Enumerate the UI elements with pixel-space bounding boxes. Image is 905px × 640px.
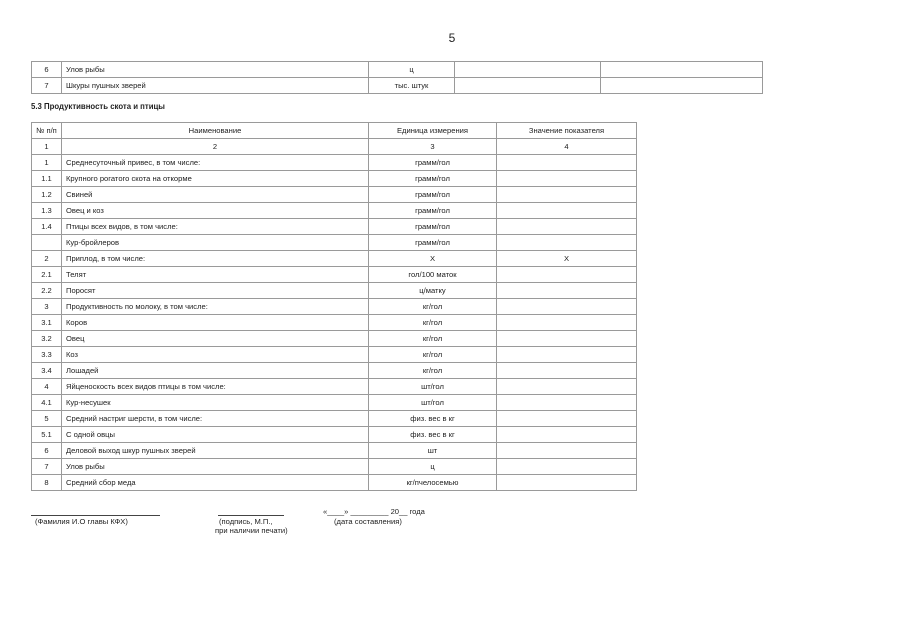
row-value — [497, 395, 637, 411]
row-unit: грамм/гол — [369, 155, 497, 171]
row-value — [497, 347, 637, 363]
row-name: Кур-несушек — [62, 395, 369, 411]
row-value: Х — [497, 251, 637, 267]
table-header-row — [32, 123, 637, 139]
row-name: Лошадей — [62, 363, 369, 379]
table-row — [32, 171, 637, 187]
top-table — [31, 61, 763, 94]
index-cell: 4 — [497, 139, 637, 155]
table-row — [32, 443, 637, 459]
date-line: «____» _________ 20__ года — [323, 507, 425, 516]
row-name: Приплод, в том числе: — [62, 251, 369, 267]
row-number: 1.3 — [32, 203, 62, 219]
section-title: 5.3 Продуктивность скота и птицы — [31, 102, 165, 111]
row-value — [497, 475, 637, 491]
row-number: 1.4 — [32, 219, 62, 235]
date-caption: (дата составления) — [334, 517, 402, 526]
row-unit: физ. вес в кг — [369, 411, 497, 427]
row-unit: физ. вес в кг — [369, 427, 497, 443]
row-value — [497, 299, 637, 315]
row-number: 3 — [32, 299, 62, 315]
table-row — [32, 363, 637, 379]
row-number: 2 — [32, 251, 62, 267]
table-row — [32, 411, 637, 427]
table-row — [32, 331, 637, 347]
table-row — [32, 459, 637, 475]
table-row — [32, 235, 637, 251]
row-value — [497, 331, 637, 347]
row-unit: кг/гол — [369, 299, 497, 315]
row-unit: грамм/гол — [369, 203, 497, 219]
table-row — [32, 62, 763, 78]
row-number: 1.2 — [32, 187, 62, 203]
row-unit: грамм/гол — [369, 235, 497, 251]
row-number: 3.4 — [32, 363, 62, 379]
table-row — [32, 267, 637, 283]
header-value: Значение показателя — [497, 123, 637, 139]
row-name: Улов рыбы — [62, 459, 369, 475]
row-value — [601, 78, 763, 94]
row-unit: шт/гол — [369, 395, 497, 411]
row-unit: кг/гол — [369, 347, 497, 363]
row-number: 1 — [32, 155, 62, 171]
row-number: 7 — [32, 78, 62, 94]
table-row — [32, 155, 637, 171]
row-unit: грамм/гол — [369, 171, 497, 187]
row-name: Коров — [62, 315, 369, 331]
table-row — [32, 251, 637, 267]
row-unit: ц/матку — [369, 283, 497, 299]
header-number: № п/п — [32, 123, 62, 139]
table-row — [32, 427, 637, 443]
row-number: 4 — [32, 379, 62, 395]
productivity-table — [31, 122, 637, 491]
row-value — [497, 235, 637, 251]
table-row — [32, 219, 637, 235]
name-signature-line — [31, 515, 160, 516]
row-number: 6 — [32, 62, 62, 78]
row-number: 3.3 — [32, 347, 62, 363]
row-unit: кг/гол — [369, 363, 497, 379]
row-value — [497, 203, 637, 219]
row-value — [497, 379, 637, 395]
row-value — [455, 62, 601, 78]
row-unit: ц — [369, 62, 455, 78]
row-number: 3.1 — [32, 315, 62, 331]
table-row — [32, 283, 637, 299]
row-number: 5 — [32, 411, 62, 427]
row-number: 7 — [32, 459, 62, 475]
row-value — [497, 443, 637, 459]
row-name: С одной овцы — [62, 427, 369, 443]
row-value — [497, 283, 637, 299]
row-value — [497, 171, 637, 187]
row-name: Деловой выход шкур пушных зверей — [62, 443, 369, 459]
row-name: Коз — [62, 347, 369, 363]
table-row — [32, 347, 637, 363]
row-unit: грамм/гол — [369, 219, 497, 235]
table-row — [32, 475, 637, 491]
row-name: Улов рыбы — [62, 62, 369, 78]
row-name: Кур-бройлеров — [62, 235, 369, 251]
index-cell: 1 — [32, 139, 62, 155]
index-cell: 3 — [369, 139, 497, 155]
row-value — [497, 187, 637, 203]
row-name: Свиней — [62, 187, 369, 203]
table-row — [32, 315, 637, 331]
table-row — [32, 78, 763, 94]
row-name: Яйценоскость всех видов птицы в том числе: — [62, 379, 369, 395]
row-name: Телят — [62, 267, 369, 283]
row-number: 3.2 — [32, 331, 62, 347]
row-unit: тыс. штук — [369, 78, 455, 94]
row-unit: грамм/гол — [369, 187, 497, 203]
row-number: 5.1 — [32, 427, 62, 443]
signature-line — [218, 515, 284, 516]
row-number: 1.1 — [32, 171, 62, 187]
row-name: Продуктивность по молоку, в том числе: — [62, 299, 369, 315]
row-value — [497, 267, 637, 283]
row-number — [32, 235, 62, 251]
row-value — [497, 411, 637, 427]
signature-caption-2: при наличии печати) — [215, 526, 288, 535]
row-number: 2.2 — [32, 283, 62, 299]
row-number: 2.1 — [32, 267, 62, 283]
row-unit: Х — [369, 251, 497, 267]
row-name: Поросят — [62, 283, 369, 299]
row-name: Птицы всех видов, в том числе: — [62, 219, 369, 235]
table-row — [32, 379, 637, 395]
row-value — [497, 315, 637, 331]
row-value — [497, 427, 637, 443]
name-caption: (Фамилия И.О главы КФХ) — [35, 517, 128, 526]
row-number: 4.1 — [32, 395, 62, 411]
row-unit: шт — [369, 443, 497, 459]
row-value — [497, 459, 637, 475]
row-value — [497, 219, 637, 235]
row-name: Средний настриг шерсти, в том числе: — [62, 411, 369, 427]
table-row — [32, 299, 637, 315]
page-number: 5 — [448, 31, 456, 45]
row-number: 6 — [32, 443, 62, 459]
row-unit: гол/100 маток — [369, 267, 497, 283]
row-unit: кг/пчелосемью — [369, 475, 497, 491]
row-number: 8 — [32, 475, 62, 491]
row-name: Овец — [62, 331, 369, 347]
row-name: Средний сбор меда — [62, 475, 369, 491]
table-row — [32, 395, 637, 411]
row-value — [497, 155, 637, 171]
row-name: Овец и коз — [62, 203, 369, 219]
row-name: Крупного рогатого скота на откорме — [62, 171, 369, 187]
signature-caption-1: (подпись, М.П., — [219, 517, 273, 526]
row-value — [455, 78, 601, 94]
row-unit: кг/гол — [369, 331, 497, 347]
row-unit: кг/гол — [369, 315, 497, 331]
table-row — [32, 187, 637, 203]
row-unit: ц — [369, 459, 497, 475]
table-row — [32, 203, 637, 219]
header-name: Наименование — [62, 123, 369, 139]
table-index-row — [32, 139, 637, 155]
row-name: Шкуры пушных зверей — [62, 78, 369, 94]
header-unit: Единица измерения — [369, 123, 497, 139]
row-value — [601, 62, 763, 78]
index-cell: 2 — [62, 139, 369, 155]
row-value — [497, 363, 637, 379]
row-name: Среднесуточный привес, в том числе: — [62, 155, 369, 171]
row-unit: шт/гол — [369, 379, 497, 395]
